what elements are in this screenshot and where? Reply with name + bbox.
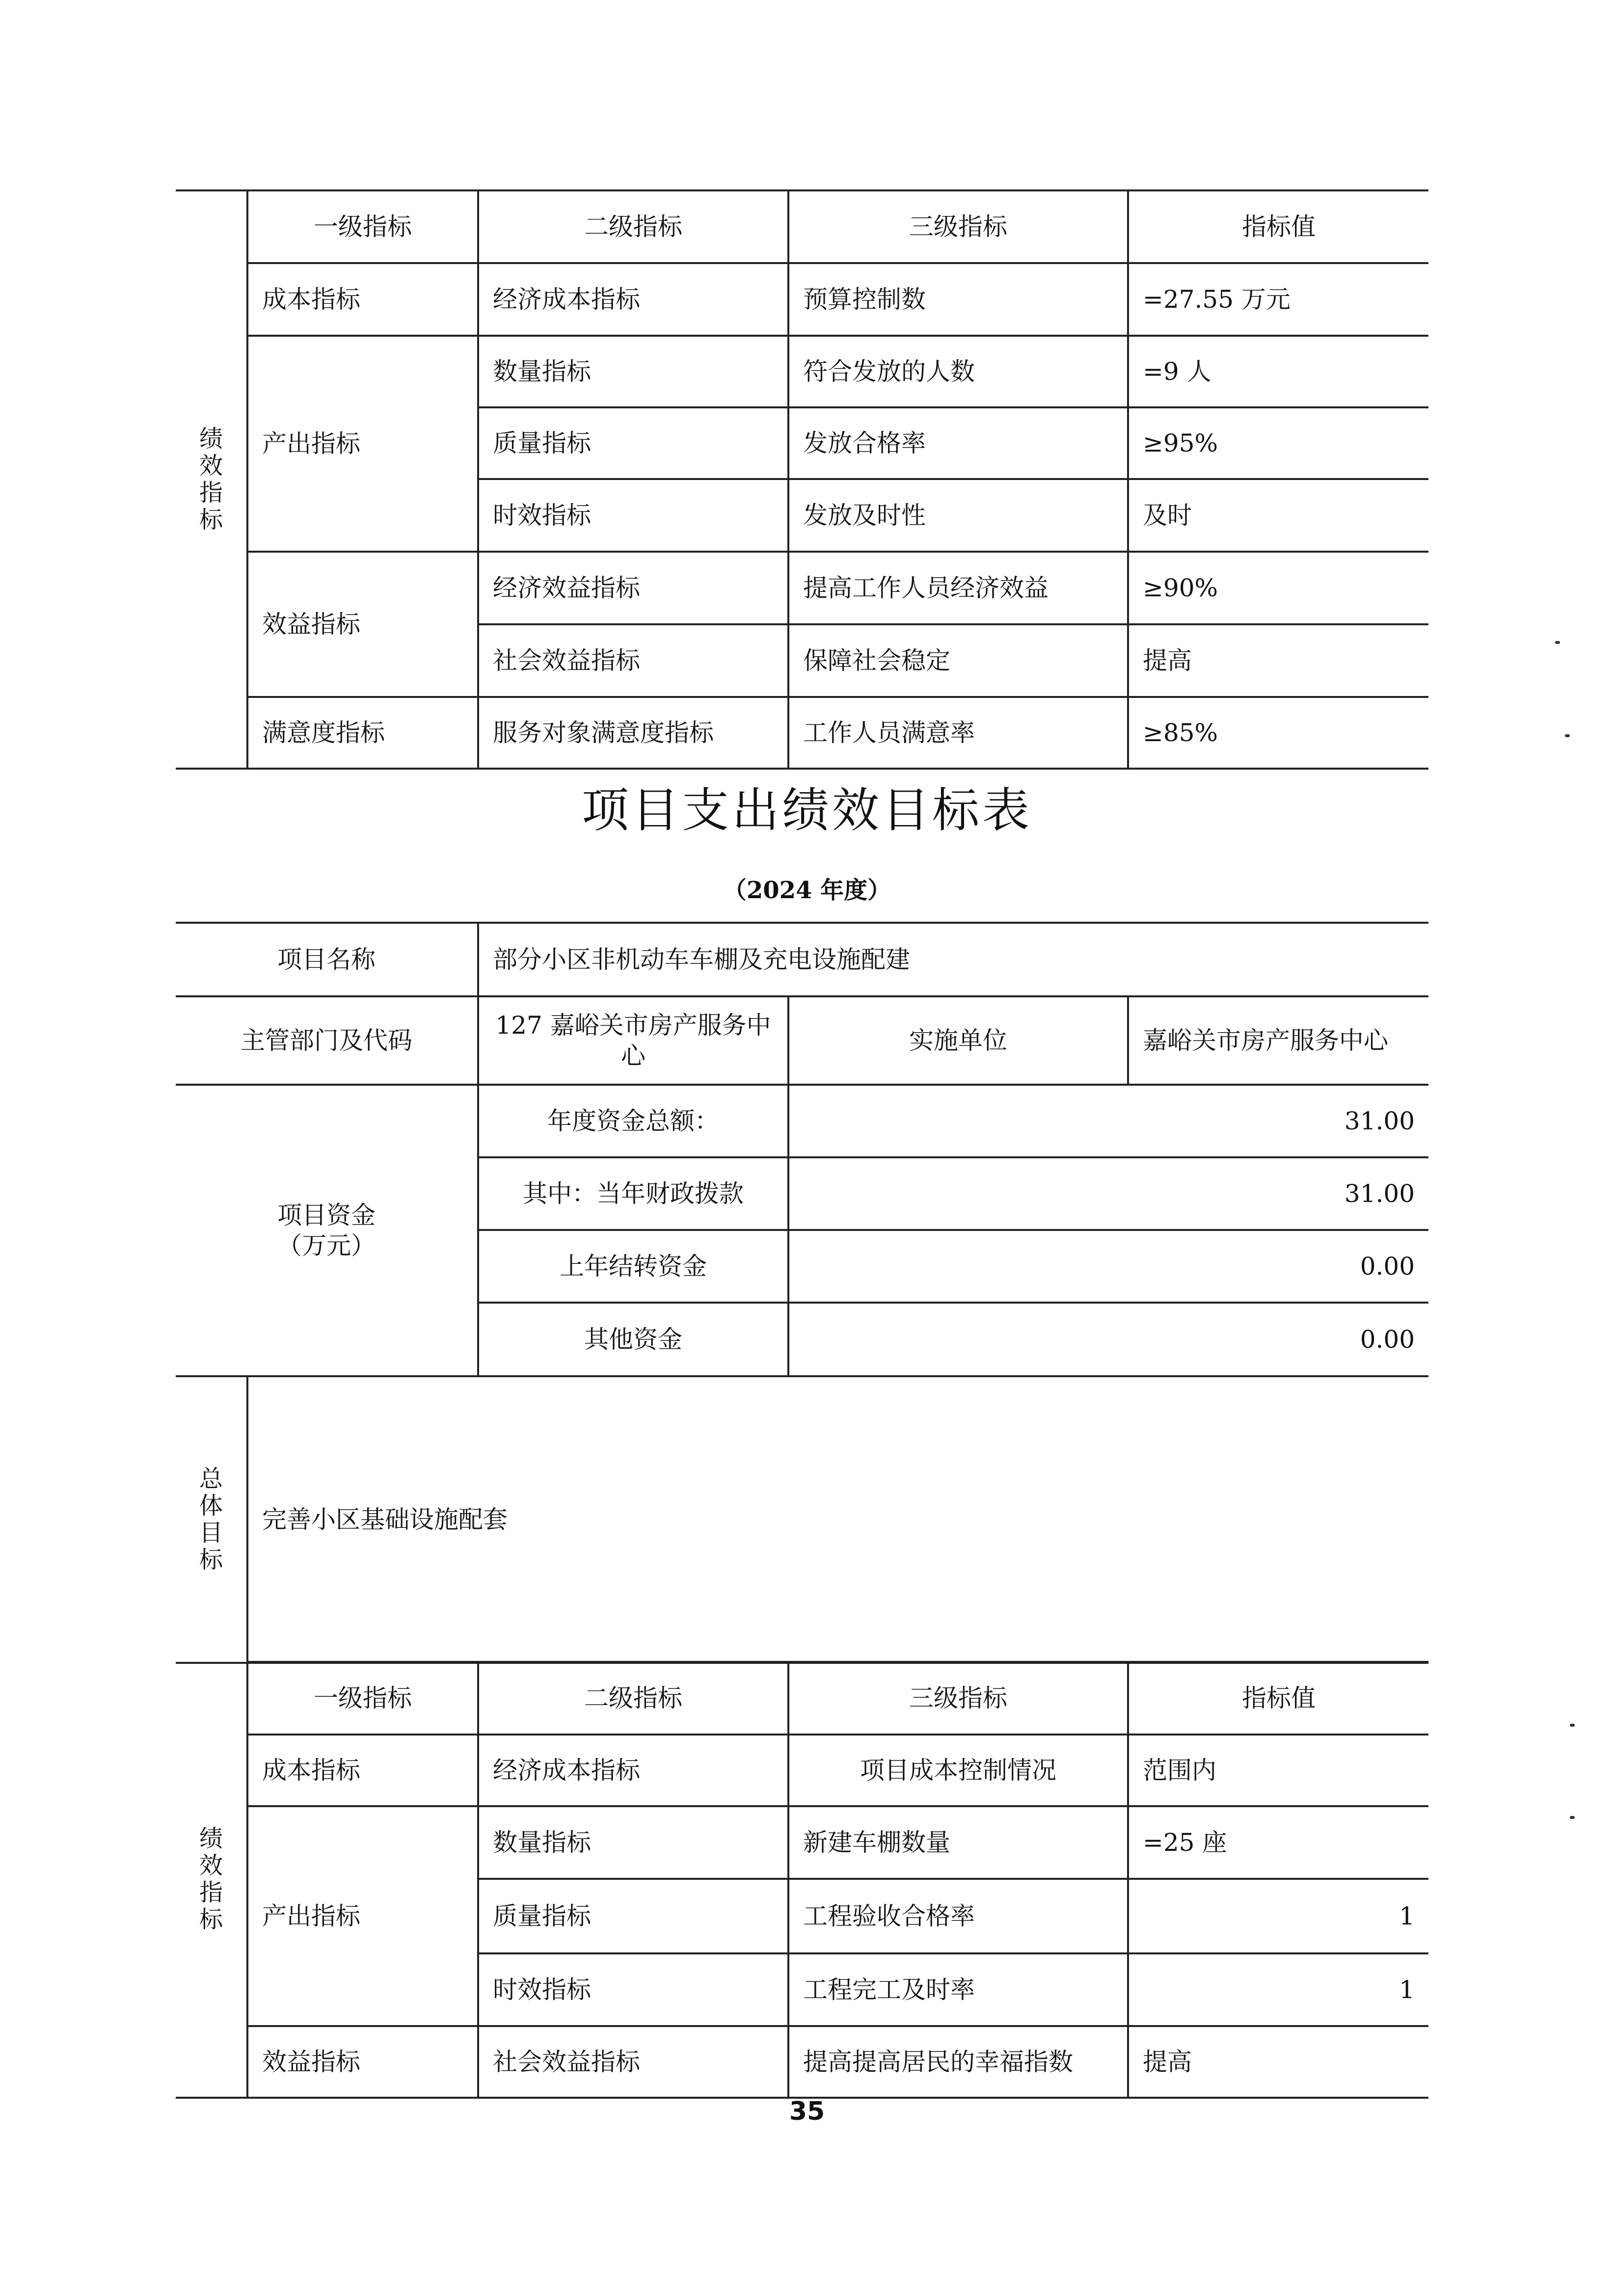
table-cell: 发放及时性 xyxy=(788,479,1128,552)
header-level3: 三级指标 xyxy=(788,190,1128,263)
funds-row-label: 其中：当年财政拨款 xyxy=(478,1157,788,1230)
impl-label: 实施单位 xyxy=(788,996,1128,1085)
goal-side-label: 总 体 目 标 xyxy=(176,1376,247,1663)
table-cell: 经济成本指标 xyxy=(478,263,788,336)
table-cell: 产出指标 xyxy=(247,336,478,552)
side-label: 绩 效 指 标 xyxy=(176,1662,247,2098)
table-cell: =25 座 xyxy=(1128,1806,1428,1879)
scan-speck xyxy=(1555,641,1560,644)
dept-label: 主管部门及代码 xyxy=(176,996,478,1085)
side-label: 绩 效 指 标 xyxy=(176,190,247,769)
scan-speck xyxy=(1570,1816,1575,1819)
table-cell: ≥85% xyxy=(1128,697,1428,769)
funds-row-value: 31.00 xyxy=(788,1085,1428,1157)
table-cell: =27.55 万元 xyxy=(1128,263,1428,336)
scan-speck xyxy=(1570,1724,1575,1727)
table-cell: 质量指标 xyxy=(478,407,788,479)
funds-row-value: 0.00 xyxy=(788,1230,1428,1303)
funds-row-value: 31.00 xyxy=(788,1157,1428,1230)
page-title: 项目支出绩效目标表 xyxy=(582,783,1032,838)
table-cell: 社会效益指标 xyxy=(478,624,788,697)
project-name-label: 项目名称 xyxy=(176,923,478,996)
table-cell: ≥90% xyxy=(1128,552,1428,624)
table-cell: 新建车棚数量 xyxy=(788,1806,1128,1879)
table-cell: 工程完工及时率 xyxy=(788,1953,1128,2026)
header-level2: 二级指标 xyxy=(478,190,788,263)
table-cell: 范围内 xyxy=(1128,1735,1428,1806)
table-cell: 时效指标 xyxy=(478,479,788,552)
table-cell: =9 人 xyxy=(1128,336,1428,407)
table-cell: 提高 xyxy=(1128,2026,1428,2098)
dept-value: 127 嘉峪关市房产服务中心 xyxy=(478,996,788,1085)
table-cell: 保障社会稳定 xyxy=(788,624,1128,697)
table-cell: 预算控制数 xyxy=(788,263,1128,336)
table-cell: 1 xyxy=(1128,1953,1428,2026)
table-cell: ≥95% xyxy=(1128,407,1428,479)
table-cell: 工程验收合格率 xyxy=(788,1879,1128,1953)
table-cell: 经济效益指标 xyxy=(478,552,788,624)
funds-row-value: 0.00 xyxy=(788,1303,1428,1376)
table-cell: 时效指标 xyxy=(478,1953,788,2026)
table-cell: 提高提高居民的幸福指数 xyxy=(788,2026,1128,2098)
project-info-table xyxy=(176,922,1428,1664)
table-cell: 服务对象满意度指标 xyxy=(478,697,788,769)
table-cell: 满意度指标 xyxy=(247,697,478,769)
table-cell: 经济成本指标 xyxy=(478,1735,788,1806)
table-cell: 提高 xyxy=(1128,624,1428,697)
table-cell: 质量指标 xyxy=(478,1879,788,1953)
fiscal-year: （2024 年度） xyxy=(723,877,891,904)
table-cell: 数量指标 xyxy=(478,336,788,407)
table-cell: 社会效益指标 xyxy=(478,2026,788,2098)
table-cell: 效益指标 xyxy=(247,552,478,697)
table-cell: 成本指标 xyxy=(247,263,478,336)
header-level3: 三级指标 xyxy=(788,1662,1128,1735)
table-cell: 效益指标 xyxy=(247,2026,478,2098)
scan-speck xyxy=(1565,734,1570,737)
funds-label: 项目资金 （万元） xyxy=(176,1085,478,1376)
header-level1: 一级指标 xyxy=(247,1662,478,1735)
table-cell: 成本指标 xyxy=(247,1735,478,1806)
header-level2: 二级指标 xyxy=(478,1662,788,1735)
performance-indicator-table-2 xyxy=(176,1661,1428,2099)
table-cell: 及时 xyxy=(1128,479,1428,552)
funds-row-label: 其他资金 xyxy=(478,1303,788,1376)
project-name: 部分小区非机动车车棚及充电设施配建 xyxy=(478,923,1428,996)
table-cell: 1 xyxy=(1128,1879,1428,1953)
table-cell: 产出指标 xyxy=(247,1806,478,2026)
impl-value: 嘉峪关市房产服务中心 xyxy=(1128,996,1428,1085)
table-cell: 符合发放的人数 xyxy=(788,336,1128,407)
page-number: 35 xyxy=(789,2097,825,2126)
header-value: 指标值 xyxy=(1128,1662,1428,1735)
table-cell: 提高工作人员经济效益 xyxy=(788,552,1128,624)
performance-indicator-table-1 xyxy=(176,189,1428,770)
header-value: 指标值 xyxy=(1128,190,1428,263)
overall-goal: 完善小区基础设施配套 xyxy=(247,1376,1428,1663)
table-cell: 数量指标 xyxy=(478,1806,788,1879)
funds-row-label: 年度资金总额： xyxy=(478,1085,788,1157)
table-cell: 项目成本控制情况 xyxy=(788,1735,1128,1806)
table-cell: 工作人员满意率 xyxy=(788,697,1128,769)
table-cell: 发放合格率 xyxy=(788,407,1128,479)
funds-row-label: 上年结转资金 xyxy=(478,1230,788,1303)
header-level1: 一级指标 xyxy=(247,190,478,263)
